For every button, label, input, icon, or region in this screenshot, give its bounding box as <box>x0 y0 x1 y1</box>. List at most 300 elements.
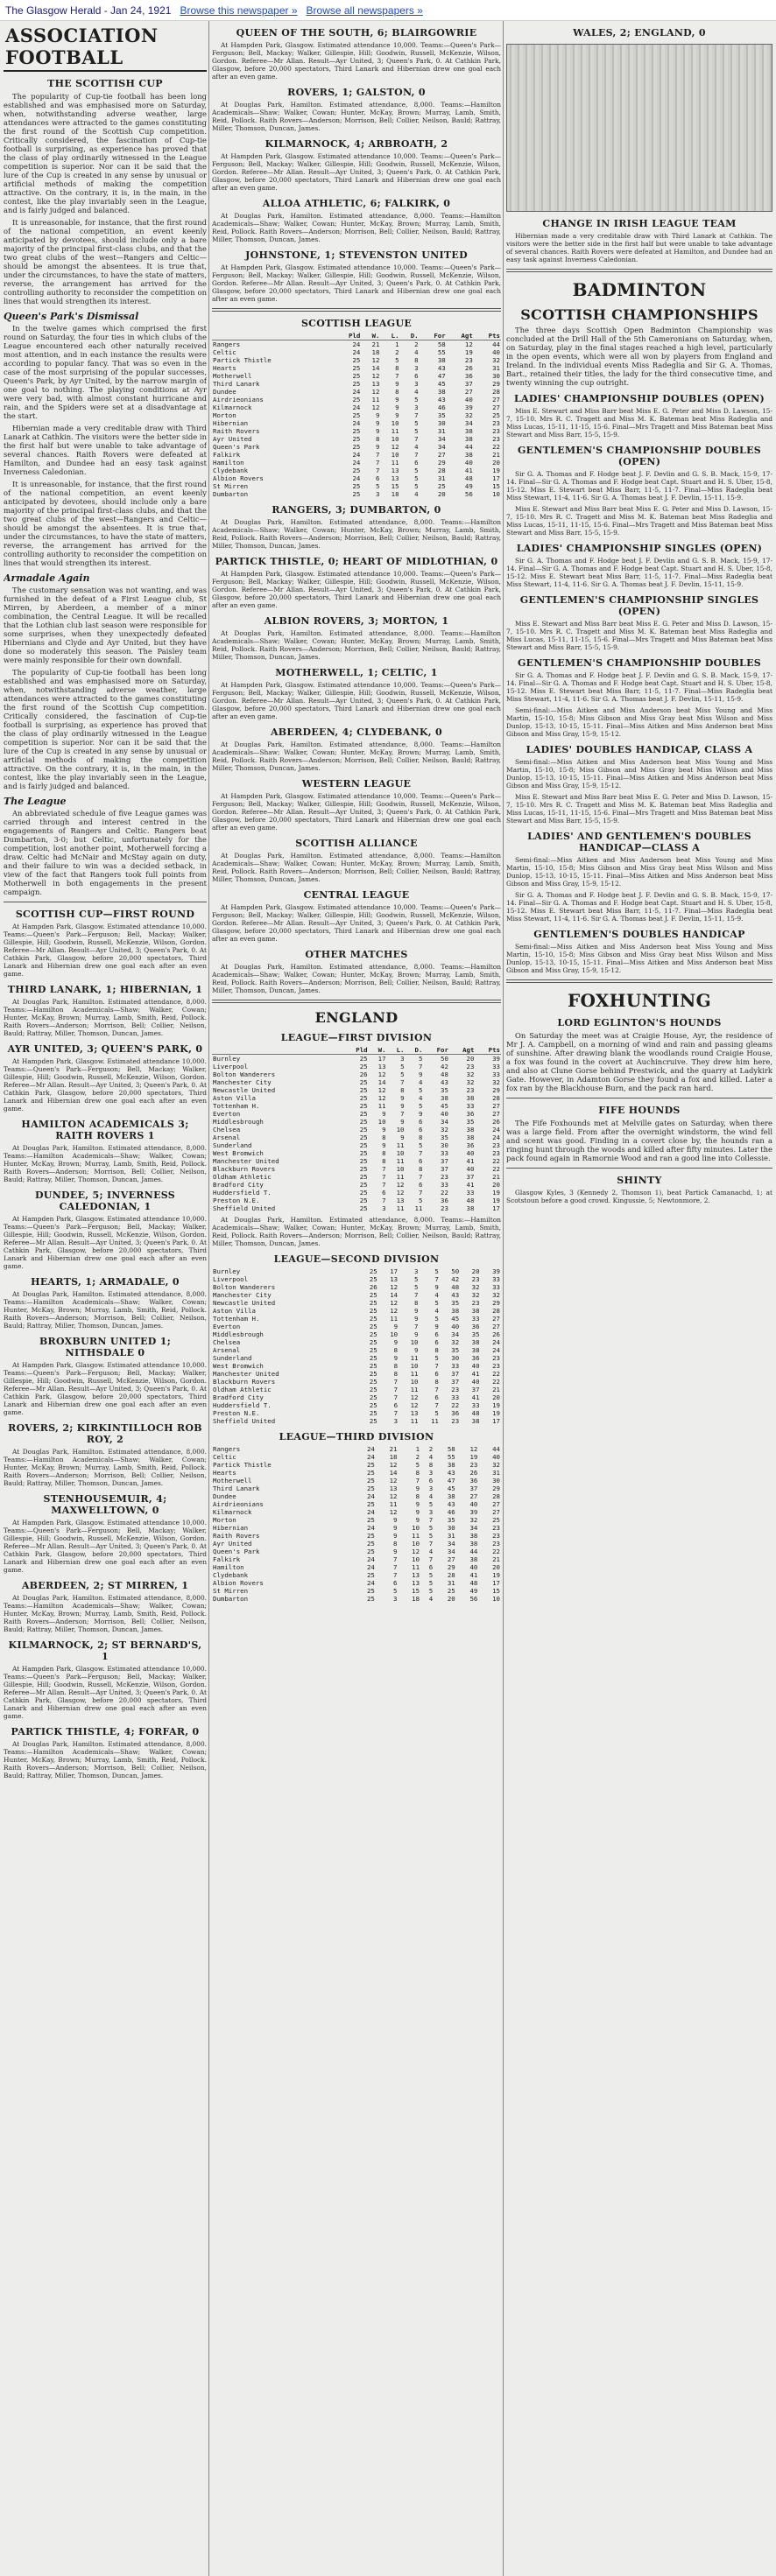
table-cell: 8 <box>415 1492 420 1500</box>
table-cell: 9 <box>393 1338 399 1346</box>
table-cell: 9 <box>382 1110 386 1118</box>
table-cell: 9 <box>376 443 380 451</box>
table-row <box>212 1323 501 1330</box>
table-cell: 19 <box>469 1453 478 1461</box>
table-cell: 25 <box>369 1346 377 1354</box>
table-cell: 25 <box>359 1110 368 1118</box>
table-cell: 25 <box>359 1102 368 1110</box>
table-cell: Bradford City <box>213 1393 264 1401</box>
table-row <box>212 1532 501 1540</box>
table-cell: 33 <box>492 1283 500 1291</box>
table-cell: 38 <box>469 1532 478 1540</box>
table-cell: 36 <box>464 372 473 380</box>
table-cell: 36 <box>451 1409 460 1417</box>
table-cell: 5 <box>419 1055 423 1063</box>
table-cell: 6 <box>434 1330 439 1338</box>
table-cell: 20 <box>466 1055 475 1063</box>
table-cell: 9 <box>414 1330 419 1338</box>
table-cell: 17 <box>492 1417 500 1425</box>
table-cell: 31 <box>437 427 446 435</box>
table-cell: 4 <box>414 490 419 498</box>
table-cell: 25 <box>369 1315 377 1323</box>
headline-badminton: BADMINTON <box>572 279 707 300</box>
table-cell: 30 <box>492 372 500 380</box>
table-cell: Clydebank <box>213 467 249 474</box>
table-cell: 3 <box>376 490 380 498</box>
table-row <box>212 1275 501 1283</box>
table-cell: Tottenham H. <box>213 1102 260 1110</box>
table-cell: 7 <box>419 1173 423 1181</box>
table-row <box>212 1524 501 1532</box>
table-cell: 19 <box>492 1409 500 1417</box>
table-cell: 44 <box>469 1548 478 1555</box>
table-cell: 4 <box>428 1492 434 1500</box>
table-header-cell: Agt <box>449 1046 476 1055</box>
table-cell: 15 <box>492 482 500 490</box>
table-cell: 15 <box>412 1587 420 1595</box>
table-cell: 47 <box>447 1477 455 1485</box>
headline-irish-league: CHANGE IN IRISH LEAGUE TEAM <box>542 218 737 229</box>
table-cell: 11 <box>396 1141 405 1149</box>
table-cell: 35 <box>451 1299 460 1307</box>
table-cell: 9 <box>415 1485 420 1492</box>
table-cell: 25 <box>359 1197 368 1204</box>
table-cell: 25 <box>369 1370 377 1378</box>
table-cell: 21 <box>389 1445 398 1453</box>
column-rule <box>503 21 504 2576</box>
table-cell: 24 <box>366 1555 375 1563</box>
table-cell: 14 <box>390 1291 399 1299</box>
table-cell: 41 <box>464 467 473 474</box>
headline-fife-hounds: FIFE HOUNDS <box>598 1105 681 1116</box>
table-cell: 25 <box>369 1275 377 1283</box>
table-cell: 5 <box>414 419 419 427</box>
subheading-league: The League <box>4 796 67 807</box>
table-cell: 27 <box>492 1508 500 1516</box>
article-paragraph: Hibernian made a very creditable draw with Third Lanark at Cathkin. The visitors were the better side in the first half but were unable to take advantage of several chances. Raith Rovers were defeated at Hamilton, and Dundee had an easy task against Inverness Caledonian. <box>506 232 772 263</box>
subheading-armadale: Armadale Again <box>4 572 90 584</box>
table-cell: 33 <box>441 1181 448 1189</box>
headline-first-round: SCOTTISH CUP—FIRST ROUND <box>15 909 195 920</box>
table-cell: 10 <box>492 1595 500 1603</box>
headline-event: LADIES' AND GENTLEMEN'S DOUBLES HANDICAP—CLASS A <box>527 831 751 853</box>
headline-england: ENGLAND <box>314 1009 399 1026</box>
table-cell: 23 <box>441 1173 448 1181</box>
table-cell: 9 <box>395 380 399 388</box>
table-cell: 6 <box>419 1181 423 1189</box>
table-cell: 8 <box>395 388 399 396</box>
table-cell: 25 <box>369 1386 377 1393</box>
table-cell: 8 <box>393 1370 399 1378</box>
headline-match: ABERDEEN, 2; ST MIRREN, 1 <box>21 1580 189 1591</box>
table-cell: 35 <box>466 1118 475 1126</box>
table-cell: Sunderland <box>213 1354 252 1362</box>
table-cell: Newcastle United <box>213 1086 276 1094</box>
match-report: At Hampden Park, Glasgow. Estimated attendance 10,000. Teams:—Queen's Park—Ferguson; Bell, Mackay; Walker, Gillespie, Hill; Goodwin, Russell, McKenzie, Wilson, Gordon. Referee—Mr Allan. Result—Ayr United, 3; Queen's Park, 0. At Cathkin Park, Glasgow, before 20,000 spectators, Third Lanark and Hibernian drew one goal each after an even game. <box>4 1361 207 1416</box>
table-cell: 40 <box>466 1165 475 1173</box>
table-cell: 25 <box>359 1149 368 1157</box>
table-cell: 25 <box>352 411 361 419</box>
table-cell: 2 <box>428 1445 434 1453</box>
table-cell: 12 <box>371 372 380 380</box>
table-cell: 20 <box>492 1393 500 1401</box>
table-cell: 5 <box>428 1524 434 1532</box>
table-cell: Manchester United <box>213 1157 279 1165</box>
table-cell: 2 <box>414 340 419 348</box>
table-cell: 22 <box>451 1401 460 1409</box>
table-cell: 38 <box>466 1134 475 1141</box>
table-cell: Morton <box>213 411 236 419</box>
table-row <box>212 1393 501 1401</box>
table-cell: 56 <box>469 1595 478 1603</box>
table-cell: 13 <box>389 1485 398 1492</box>
article-paragraph: On Saturday the meet was at Craigie House, Ayr, the residence of Mr J. A. Campbell, on a morning of wind and rain and passing gleams of sunshine. After drawing blank the woodlands round Craigie House, a fox was found in the covert at Auchincruive. They drew him here, and also at Clune Gorse behind Prestwick, and the quarry at Ladykirk Gate. However, in Adamton Gorse they found a fox and killed. Later a fox ran by the Blackhouse Burn, and the pack ran hard. <box>506 1031 772 1092</box>
table-cell: 4 <box>414 348 419 356</box>
table-cell: 9 <box>393 1354 399 1362</box>
table-cell: 7 <box>395 372 399 380</box>
table-cell: 4 <box>414 443 419 451</box>
table-cell: Partick Thistle <box>213 1461 272 1469</box>
table-cell: 22 <box>492 1370 500 1378</box>
table-cell: 12 <box>469 1445 478 1453</box>
headline-match: ALLOA ATHLETIC, 6; FALKIRK, 0 <box>262 198 451 209</box>
headline-wales-england: WALES, 2; ENGLAND, 0 <box>573 27 706 39</box>
table-cell: 7 <box>382 1173 386 1181</box>
match-report: At Douglas Park, Hamilton. Estimated attendance, 8,000. Teams:—Hamilton Academicals—Shaw; Walker, Cowan; Hunter, McKay, Brown; Murray, Lamb, Smith, Reid, Pollock. Raith Rovers—Anderson; Morrison, Bell; Collier, Neilson, Bauld; Rattray, Miller, Thomson, Duncan, James. <box>4 1594 207 1633</box>
table-cell: 41 <box>466 1157 475 1165</box>
table-cell: 38 <box>441 1094 448 1102</box>
table-cell: 3 <box>414 364 419 372</box>
table-cell: 6 <box>376 474 380 482</box>
headline-scottish-championships: SCOTTISH CHAMPIONSHIPS <box>520 306 758 323</box>
table-cell: 27 <box>437 451 446 459</box>
table-cell: 22 <box>492 1157 500 1165</box>
table-cell: 47 <box>437 372 446 380</box>
table-cell: 12 <box>389 1492 398 1500</box>
table-cell: 24 <box>352 388 361 396</box>
table-cell: 38 <box>469 1540 478 1548</box>
table-cell: 43 <box>437 364 446 372</box>
table-row <box>212 1548 501 1555</box>
table-cell: Liverpool <box>213 1063 249 1070</box>
table-cell: 38 <box>469 1555 478 1563</box>
table-row <box>212 1508 501 1516</box>
table-cell: 9 <box>393 1532 398 1540</box>
table-cell: 12 <box>377 1094 386 1102</box>
table-cell: 24 <box>352 451 361 459</box>
table-cell: Celtic <box>213 1453 236 1461</box>
table-cell: 7 <box>393 1571 398 1579</box>
match-report: At Hampden Park, Glasgow. Estimated attendance 10,000. Teams:—Queen's Park—Ferguson; Bell, Mackay; Walker, Gillespie, Hill; Goodwin, Russell, McKenzie, Wilson, Gordon. Referee—Mr Allan. Result—Ayr United, 3; Queen's Park, 0. At Cathkin Park, Glasgow, before 20,000 spectators, Third Lanark and Hibernian drew one goal each after an even game. <box>4 1057 207 1113</box>
table-row <box>212 467 501 474</box>
table-cell: 11 <box>396 1173 405 1181</box>
table-row <box>212 1299 501 1307</box>
table-cell: 5 <box>414 1283 419 1291</box>
table-cell: Ayr United <box>213 1540 252 1548</box>
table-row <box>212 396 501 404</box>
table-cell: 29 <box>437 459 446 467</box>
table-row <box>212 1500 501 1508</box>
headline-scottish-cup: THE SCOTTISH CUP <box>47 78 163 89</box>
table-cell: 35 <box>447 1516 455 1524</box>
table-cell: 2 <box>415 1453 420 1461</box>
table-cell: Third Lanark <box>213 380 260 388</box>
table-cell: 25 <box>369 1299 377 1307</box>
results-list: Sir G. A. Thomas and F. Hodge beat J. F. Devlin and G. S. B. Mack, 15-9, 17-14. Final—Sir G. A. Thomas and F. Hodge beat Capt. Stuart and H. S. Uber, 15-8, 15-12. Miss E. Stewart beat Miss Barr, 11-5, 11-7. Final—Miss Radeglia beat Miss Stewart, 11-4, 11-6. Sir G. A. Thomas beat J. F. Devlin, 15-11, 15-9. <box>506 470 772 502</box>
table-cell: Aston Villa <box>213 1307 256 1315</box>
table-cell: 34 <box>437 443 446 451</box>
table-cell: 26 <box>492 1118 500 1126</box>
table-cell: 45 <box>437 380 446 388</box>
table-cell: Hearts <box>213 1469 236 1477</box>
table-cell: 17 <box>492 1579 500 1587</box>
table-cell: 23 <box>492 1149 500 1157</box>
table-cell: 27 <box>447 1555 455 1563</box>
table-cell: 11 <box>391 459 399 467</box>
article-paragraph: The Fife Foxhounds met at Melville gates on Saturday, when there was a large field. From after the overnight windstorm, the wind fell and scent was good. Finding in a covert close by, the hounds ran a ringing hunt through the woods and killed after fifty minutes. Later the pack found again in Ramornie Wood and ran a good line into Collessie. <box>506 1119 772 1162</box>
table-cell: 23 <box>464 356 473 364</box>
table-cell: 25 <box>359 1157 368 1165</box>
table-cell: 11 <box>389 1500 398 1508</box>
table-cell: 29 <box>492 1086 500 1094</box>
table-row <box>212 1315 501 1323</box>
table-cell: Clydebank <box>213 1571 249 1579</box>
table-cell: 10 <box>412 1524 420 1532</box>
table-cell: Blackburn Rovers <box>213 1378 276 1386</box>
table-cell: 8 <box>400 1086 405 1094</box>
table-cell: 9 <box>376 419 380 427</box>
table-cell: 24 <box>352 404 361 411</box>
table-cell: 34 <box>469 1524 478 1532</box>
table-cell: Liverpool <box>213 1275 249 1283</box>
table-row <box>212 1354 501 1362</box>
table-cell: 31 <box>437 474 446 482</box>
table-cell: 5 <box>393 1587 398 1595</box>
table-cell: 38 <box>464 451 473 459</box>
table-cell: 4 <box>414 388 419 396</box>
table-cell: 31 <box>492 1469 500 1477</box>
table-cell: 9 <box>376 427 380 435</box>
table-cell: 25 <box>492 1516 500 1524</box>
newspaper-page <box>0 21 776 2576</box>
table-cell: 5 <box>395 356 399 364</box>
table-cell: 25 <box>369 1267 377 1275</box>
table-row <box>212 364 501 372</box>
table-cell: 25 <box>359 1173 368 1181</box>
headline-match: HEARTS, 1; ARMADALE, 0 <box>31 1276 180 1288</box>
table-row <box>212 1118 501 1126</box>
table-cell: 10 <box>410 1378 419 1386</box>
table-cell: 23 <box>492 1540 500 1548</box>
table-cell: Chelsea <box>213 1126 241 1134</box>
table-cell: 21 <box>371 340 380 348</box>
table-row <box>212 372 501 380</box>
table-cell: 25 <box>352 435 361 443</box>
table-cell: 13 <box>371 380 380 388</box>
table-cell: 11 <box>371 396 380 404</box>
table-cell: 3 <box>428 1508 434 1516</box>
table-cell: Dundee <box>213 388 236 396</box>
article-paragraph: The popularity of Cup-tie football has been long established and was emphasised more on Saturday, when, notwithstanding adverse weather, large attendances were attracted to the games constituting the first round of the Scottish Cup competition. Critically considered, the fascination of Cup-tie football is surprising, as experience has proved that the class of play ordinarily witnessed in the League competition is superior. Nor can it be said that the lure of the Cup is created in any sense by unusual or artificial methods of making the competition attractive. On the contrary, it is, in the main, in the contest, like the play invariably seen in the League, and is fairly judged and balanced. <box>4 668 207 790</box>
table-cell: 10 <box>410 1362 419 1370</box>
table-header-cell: Pld <box>342 1046 369 1055</box>
table-cell: 24 <box>352 459 361 467</box>
table-cell: 55 <box>447 1453 455 1461</box>
table-cell: 10 <box>391 451 399 459</box>
headline-central-league: CENTRAL LEAGUE <box>303 889 410 901</box>
table-cell: 6 <box>419 1157 423 1165</box>
table-cell: Queen's Park <box>213 443 260 451</box>
table-cell: 43 <box>447 1500 455 1508</box>
table-cell: Hibernian <box>213 1524 249 1532</box>
browse-newspaper-link[interactable]: Browse this newspaper » <box>180 4 298 17</box>
table-cell: Ayr United <box>213 435 252 443</box>
table-cell: 5 <box>434 1267 439 1275</box>
match-report: At Douglas Park, Hamilton. Estimated attendance, 8,000. Teams:—Hamilton Academicals—Shaw; Walker, Cowan; Hunter, McKay, Brown; Murray, Lamb, Smith, Reid, Pollock. Raith Rovers—Anderson; Morrison, Bell; Collier, Neilson, Bauld; Rattray, Miller, Thomson, Duncan, James. <box>212 518 501 550</box>
table-cell: 32 <box>492 1291 500 1299</box>
table-cell: 9 <box>419 1110 423 1118</box>
table-cell: 40 <box>469 1563 478 1571</box>
table-cell: 5 <box>415 1461 420 1469</box>
results-list: At Hampden Park, Glasgow. Estimated attendance 10,000. Teams:—Queen's Park—Ferguson; Bell, Mackay; Walker, Gillespie, Hill; Goodwin, Russell, McKenzie, Wilson, Gordon. Referee—Mr Allan. Result—Ayr United, 3; Queen's Park, 0. At Cathkin Park, Glasgow, before 20,000 spectators, Third Lanark and Hibernian drew one goal each after an even game. <box>212 903 501 943</box>
table-cell: 13 <box>390 1275 399 1283</box>
table-cell: Bradford City <box>213 1181 264 1189</box>
table-cell: 13 <box>410 1409 419 1417</box>
table-cell: 7 <box>393 1378 399 1386</box>
table-cell: 56 <box>464 490 473 498</box>
results-list: Miss E. Stewart and Miss Barr beat Miss E. G. Peter and Miss D. Lawson, 15-7, 15-10. Mrs R. C. Tragett and Miss M. K. Bateman beat Miss Radeglia and Miss Lucas, 15-11, 11-15, 15-6. Final—Mrs Tragett and Miss Bateman beat Miss Stewart and Miss Barr, 15-5, 15-9. <box>506 620 772 651</box>
table-cell: 36 <box>466 1141 475 1149</box>
table-cell: 2 <box>395 348 399 356</box>
table-cell: 32 <box>492 356 500 364</box>
table-cell: 23 <box>466 1063 475 1070</box>
results-list: At Douglas Park, Hamilton. Estimated attendance, 8,000. Teams:—Hamilton Academicals—Shaw; Walker, Cowan; Hunter, McKay, Brown; Murray, Lamb, Smith, Reid, Pollock. Raith Rovers—Anderson; Morrison, Bell; Collier, Neilson, Bauld; Rattray, Miller, Thomson, Duncan, James. <box>212 963 501 994</box>
table-cell: 5 <box>400 1070 405 1078</box>
table-cell: 25 <box>352 372 361 380</box>
table-cell: 14 <box>377 1078 386 1086</box>
table-cell: 6 <box>434 1370 439 1378</box>
table-cell: Sheffield United <box>213 1417 276 1425</box>
table-cell: 9 <box>395 411 399 419</box>
table-cell: 12 <box>412 1548 420 1555</box>
headline-scottish-league: SCOTTISH LEAGUE <box>300 318 413 329</box>
table-cell: 7 <box>393 1386 399 1393</box>
table-cell: 24 <box>366 1579 375 1587</box>
table-cell: Hearts <box>213 364 236 372</box>
table-cell: 44 <box>492 340 500 348</box>
table-cell: Arsenal <box>213 1346 241 1354</box>
match-report: At Douglas Park, Hamilton. Estimated attendance, 8,000. Teams:—Hamilton Academicals—Shaw; Walker, Cowan; Hunter, McKay, Brown; Murray, Lamb, Smith, Reid, Pollock. Raith Rovers—Anderson; Morrison, Bell; Collier, Neilson, Bauld; Rattray, Miller, Thomson, Duncan, James. <box>212 212 501 243</box>
table-cell: 23 <box>492 1354 500 1362</box>
table-cell: 32 <box>441 1126 448 1134</box>
match-report: At Hampden Park, Glasgow. Estimated attendance 10,000. Teams:—Queen's Park—Ferguson; Bell, Mackay; Walker, Gillespie, Hill; Goodwin, Russell, McKenzie, Wilson, Gordon. Referee—Mr Allan. Result—Ayr United, 3; Queen's Park, 0. At Cathkin Park, Glasgow, before 20,000 spectators, Third Lanark and Hibernian drew one goal each after an even game. <box>4 1519 207 1574</box>
table-cell: Partick Thistle <box>213 356 272 364</box>
table-row <box>212 443 501 451</box>
table-cell: 25 <box>366 1571 375 1579</box>
table-cell: 24 <box>366 1563 375 1571</box>
table-cell: 24 <box>366 1508 375 1516</box>
column-results <box>212 21 501 2576</box>
table-cell: 12 <box>396 1189 405 1197</box>
table-cell: 21 <box>492 1173 500 1181</box>
table-cell: 7 <box>434 1401 439 1409</box>
table-cell: 6 <box>434 1393 439 1401</box>
table-cell: 25 <box>352 443 361 451</box>
table-cell: 35 <box>437 411 446 419</box>
table-cell: 39 <box>492 1055 500 1063</box>
table-row <box>212 380 501 388</box>
table-cell: 19 <box>492 1189 500 1197</box>
table-cell: 23 <box>492 1524 500 1532</box>
table-cell: 13 <box>391 474 399 482</box>
table-cell: 50 <box>451 1267 460 1275</box>
table-cell: 11 <box>430 1417 439 1425</box>
table-cell: 25 <box>366 1500 375 1508</box>
browse-all-link[interactable]: Browse all newspapers » <box>306 4 423 17</box>
table-cell: 5 <box>428 1587 434 1595</box>
table-cell: 27 <box>492 396 500 404</box>
table-row <box>212 1461 501 1469</box>
table-header-cell: Pts <box>474 332 501 340</box>
table-cell: 14 <box>389 1469 398 1477</box>
table-cell: 55 <box>437 348 446 356</box>
table-cell: 8 <box>414 1299 419 1307</box>
table-cell: 45 <box>447 1485 455 1492</box>
table-cell: 7 <box>414 435 419 443</box>
table-cell: 9 <box>434 1283 439 1291</box>
table-cell: Bolton Wanderers <box>213 1070 276 1078</box>
table-cell: 18 <box>371 348 380 356</box>
table-cell: 10 <box>377 1118 386 1126</box>
table-cell: 48 <box>466 1197 475 1204</box>
table-cell: 27 <box>492 1110 500 1118</box>
table-cell: 4 <box>428 1453 434 1461</box>
table-cell: 23 <box>492 1362 500 1370</box>
table-cell: 37 <box>466 1173 475 1181</box>
table-cell: 5 <box>434 1315 439 1323</box>
table-cell: 17 <box>390 1267 399 1275</box>
table-cell: 9 <box>395 396 399 404</box>
table-cell: 41 <box>471 1393 480 1401</box>
english-second-division-table <box>212 1267 501 1425</box>
table-cell: 42 <box>441 1063 448 1070</box>
table-cell: 37 <box>441 1165 448 1173</box>
table-header-cell: W. <box>361 332 380 340</box>
table-row <box>212 419 501 427</box>
table-cell: 22 <box>492 1548 500 1555</box>
table-cell: 32 <box>492 1078 500 1086</box>
table-cell: 49 <box>464 482 473 490</box>
table-row <box>212 1469 501 1477</box>
table-cell: 25 <box>369 1393 377 1401</box>
table-cell: 25 <box>369 1409 377 1417</box>
table-cell: Sheffield United <box>213 1204 276 1212</box>
match-report: At Hampden Park, Glasgow. Estimated attendance 10,000. Teams:—Queen's Park—Ferguson; Bell, Mackay; Walker, Gillespie, Hill; Goodwin, Russell, McKenzie, Wilson, Gordon. Referee—Mr Allan. Result—Ayr United, 3; Queen's Park, 0. At Cathkin Park, Glasgow, before 20,000 spectators, Third Lanark and Hibernian drew one goal each after an even game. <box>212 152 501 192</box>
table-cell: 25 <box>369 1401 377 1409</box>
table-row <box>212 1126 501 1134</box>
table-cell: 26 <box>492 1330 500 1338</box>
table-cell: 38 <box>447 1461 455 1469</box>
table-cell: 32 <box>469 1516 478 1524</box>
table-cell: Sunderland <box>213 1141 252 1149</box>
results-list: Sir G. A. Thomas and F. Hodge beat J. F. Devlin and G. S. B. Mack, 15-9, 17-14. Final—Sir G. A. Thomas and F. Hodge beat Capt. Stuart and H. S. Uber, 15-8, 15-12. Miss E. Stewart beat Miss Barr, 11-5, 11-7. Final—Miss Radeglia beat Miss Stewart, 11-4, 11-6. Sir G. A. Thomas beat J. F. Devlin, 15-11, 15-9. <box>506 557 772 588</box>
table-cell: 15 <box>391 482 399 490</box>
table-cell: 40 <box>492 348 500 356</box>
table-cell: 22 <box>492 1378 500 1386</box>
match-report: At Hampden Park, Glasgow. Estimated attendance 10,000. Teams:—Queen's Park—Ferguson; Bell, Mackay; Walker, Gillespie, Hill; Goodwin, Russell, McKenzie, Wilson, Gordon. Referee—Mr Allan. Result—Ayr United, 3; Queen's Park, 0. At Cathkin Park, Glasgow, before 20,000 spectators, Third Lanark and Hibernian drew one goal each after an even game. <box>4 923 207 978</box>
headline-match: KILMARNOCK, 4; ARBROATH, 2 <box>265 138 448 150</box>
table-cell: 11 <box>414 1204 423 1212</box>
